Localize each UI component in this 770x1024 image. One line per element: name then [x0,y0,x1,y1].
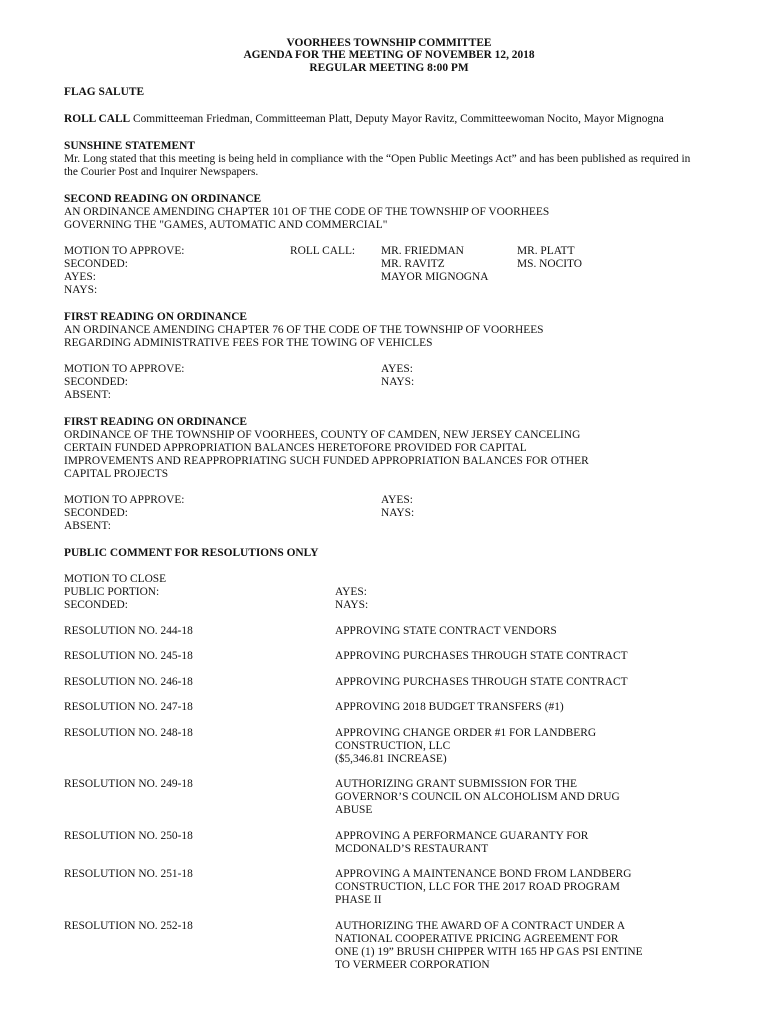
vote-member: MAYOR MIGNOGNA [381,271,489,284]
ordinance-text-line: AN ORDINANCE AMENDING CHAPTER 76 OF THE CODE OF THE TOWNSHIP OF VOORHEES [64,324,544,337]
seconded-label: SECONDED: [64,599,128,612]
flag-salute-heading: FLAG SALUTE [64,86,145,99]
resolution-description: APPROVING PURCHASES THROUGH STATE CONTRACT [335,675,628,688]
resolution-row [64,920,714,972]
absent-label: ABSENT: [64,520,111,533]
resolution-description: MCDONALD’S RESTAURANT [335,842,489,855]
vote-member: MR. RAVITZ [381,258,445,271]
header-title: VOORHEES TOWNSHIP COMMITTEE [286,37,492,49]
sunshine-text: Mr. Long stated that this meeting is being held in compliance with the “Open Public Meetings Act” and has been published as required in the Courier Post and Inquirer Newspapers. [64,153,691,179]
first-reading-section [64,311,714,402]
seconded-label: SECONDED: [64,376,128,389]
seconded-label: SECONDED: [64,258,128,271]
sunshine-heading: SUNSHINE STATEMENT [64,140,195,153]
resolution-description: PHASE II [335,894,382,907]
resolution-description: TO VERMEER CORPORATION [335,958,490,971]
motion-label: MOTION TO CLOSE [64,573,167,586]
first-reading-heading: FIRST READING ON ORDINANCE [64,311,248,324]
resolution-row [64,830,714,856]
resolution-number: RESOLUTION NO. 249-18 [64,778,193,791]
resolution-description: CONSTRUCTION, LLC FOR THE 2017 ROAD PROGRAM [335,881,620,894]
sunshine-section [64,140,714,179]
resolution-number: RESOLUTION NO. 244-18 [64,624,193,637]
resolution-number: RESOLUTION NO. 252-18 [64,919,193,932]
motion-label: MOTION TO APPROVE: [64,245,185,258]
resolution-description: AUTHORIZING GRANT SUBMISSION FOR THE [335,778,577,791]
first-reading-heading: FIRST READING ON ORDINANCE [64,416,248,429]
nays-label: NAYS: [381,507,415,520]
resolution-row [64,701,714,714]
roll-call-text: Committeeman Friedman, Committeeman Platt, Deputy Mayor Ravitz, Committeewoman Nocito, Mayor Mignogna [130,113,664,126]
ayes-label: AYES: [335,586,367,599]
resolution-row [64,625,714,638]
ordinance-text-line: AN ORDINANCE AMENDING CHAPTER 101 OF THE CODE OF THE TOWNSHIP OF VOORHEES [64,206,550,219]
vote-member: MR. FRIEDMAN [381,245,464,258]
resolution-row [64,778,714,817]
seconded-label: SECONDED: [64,507,128,520]
ayes-label: AYES: [64,271,96,284]
agenda-header [64,37,714,74]
resolution-description: GOVERNOR’S COUNCIL ON ALCOHOLISM AND DRUG [335,791,620,804]
resolution-description: APPROVING CHANGE ORDER #1 FOR LANDBERG [335,726,597,739]
absent-label: ABSENT: [64,389,111,402]
resolution-description: APPROVING 2018 BUDGET TRANSFERS (#1) [335,701,564,714]
agenda-page [64,37,714,972]
vote-member: MR. PLATT [517,245,575,258]
resolution-description: ONE (1) 19” BRUSH CHIPPER WITH 165 HP GAS PSI ENTINE [335,945,643,958]
resolution-description: APPROVING A PERFORMANCE GUARANTY FOR [335,829,589,842]
resolution-number: RESOLUTION NO. 250-18 [64,829,193,842]
roll-call-section [64,113,714,126]
resolution-description: ($5,346.81 INCREASE) [335,752,447,765]
ordinance-text-line: IMPROVEMENTS AND REAPPROPRIATING SUCH FUNDED APPROPRIATION BALANCES FOR OTHER [64,455,589,468]
resolution-description: APPROVING PURCHASES THROUGH STATE CONTRACT [335,650,628,663]
ordinance-text-line: REGARDING ADMINISTRATIVE FEES FOR THE TOWING OF VEHICLES [64,337,433,350]
motion-label: PUBLIC PORTION: [64,586,160,599]
ordinance-text-line: ORDINANCE OF THE TOWNSHIP OF VOORHEES, COUNTY OF CAMDEN, NEW JERSEY CANCELING [64,429,581,442]
resolution-number: RESOLUTION NO. 246-18 [64,675,193,688]
ayes-label: AYES: [381,494,413,507]
header-subtitle: AGENDA FOR THE MEETING OF NOVEMBER 12, 2018 [243,49,535,62]
resolution-description: NATIONAL COOPERATIVE PRICING AGREEMENT FOR [335,932,619,945]
resolution-number: RESOLUTION NO. 247-18 [64,701,193,714]
resolution-row [64,868,714,907]
resolution-number: RESOLUTION NO. 251-18 [64,868,193,881]
resolution-number: RESOLUTION NO. 248-18 [64,726,193,739]
resolution-description: ABUSE [335,804,373,817]
resolution-description: AUTHORIZING THE AWARD OF A CONTRACT UNDER A [335,919,626,932]
nays-label: NAYS: [335,599,369,612]
resolution-description: CONSTRUCTION, LLC [335,739,451,752]
roll-call-vote-label: ROLL CALL: [290,245,356,258]
ordinance-text-line: CAPITAL PROJECTS [64,468,169,481]
roll-call-label: ROLL CALL [64,113,131,126]
motion-label: MOTION TO APPROVE: [64,494,185,507]
resolution-description: APPROVING STATE CONTRACT VENDORS [335,624,557,637]
second-reading-section [64,193,714,297]
public-comment-section [64,547,714,612]
ordinance-text-line: CERTAIN FUNDED APPROPRIATION BALANCES HERETOFORE PROVIDED FOR CAPITAL [64,442,527,455]
public-comment-heading: PUBLIC COMMENT FOR RESOLUTIONS ONLY [64,547,319,560]
resolution-row [64,676,714,689]
motion-label: MOTION TO APPROVE: [64,363,185,376]
resolutions-list [64,625,714,972]
nays-label: NAYS: [381,376,415,389]
second-reading-heading: SECOND READING ON ORDINANCE [64,193,262,206]
first-reading-section [64,416,714,533]
resolution-number: RESOLUTION NO. 245-18 [64,650,193,663]
ordinance-text-line: GOVERNING THE "GAMES, AUTOMATIC AND COMMERCIAL" [64,219,388,232]
resolution-row [64,650,714,663]
resolution-description: APPROVING A MAINTENANCE BOND FROM LANDBERG [335,868,632,881]
header-meeting-time: REGULAR MEETING 8:00 PM [309,61,469,74]
ayes-label: AYES: [381,363,413,376]
vote-member: MS. NOCITO [517,258,582,271]
nays-label: NAYS: [64,284,98,297]
resolution-row [64,727,714,766]
